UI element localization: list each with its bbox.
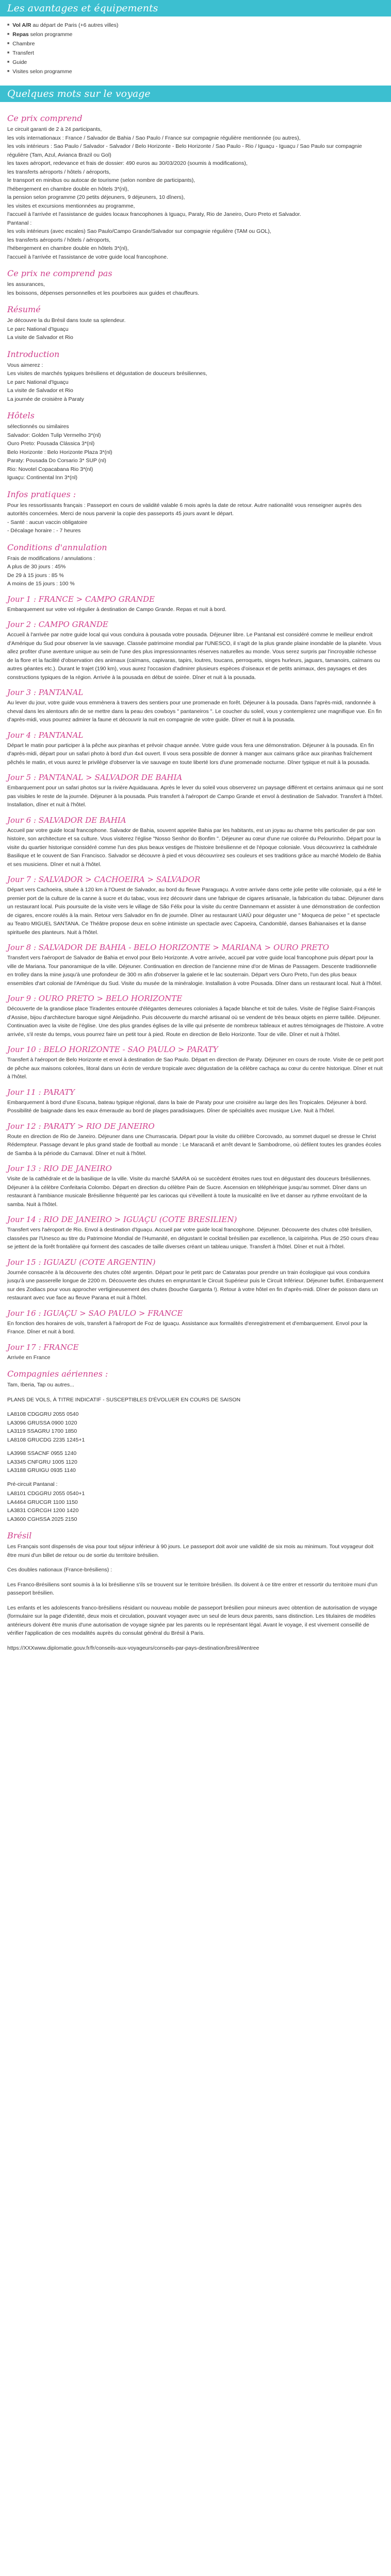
day-heading: Jour 2 : CAMPO GRANDE: [7, 620, 108, 629]
day-heading: Jour 13 : RIO DE JANEIRO: [7, 1164, 112, 1173]
day-heading: Jour 9 : OURO PRETO > BELO HORIZONTE: [7, 994, 183, 1003]
section-line: La journée de croisière à Paraty: [7, 396, 84, 402]
flight-line: LA3998 SSACNF 0955 1240: [7, 1450, 77, 1456]
advantages-band: Les avantages et équipements: [0, 0, 391, 16]
section-line: l'accueil à l'arrivée et l'assistance de guides locaux francophones à Iguaçu, Paraty, Rio de Janeiro, Ouro Preto et Salvador.: [7, 211, 301, 217]
flight-plan-title: PLANS DE VOLS, À TITRE INDICATIF - SUSCEPTIBLES D'ÉVOLUER EN COURS DE SAISON: [7, 1396, 241, 1403]
section-body: [7, 422, 384, 482]
section-heading: Introduction: [7, 349, 60, 359]
day-heading: Jour 12 : PARATY > RIO DE JANEIRO: [7, 1121, 155, 1131]
advantage-item-text: Transfert: [12, 50, 34, 56]
day-description: Départ le matin pour participer à la pêche aux piranhas et prévoir chaque année. Votre guide vous fera une démonstration. Déjeuner à la pousada. En fin d'après-midi, départ pour un safari photo à bord d'un 4x4 ouvert. Il vous sera possible de donner à manger aux caïmans grâce aux piranhas fraîchement pêchés le matin, et vous aurez le privilège d'observer la vie sauvage en toute liberté lors d'une promenade nocturne. Dîner typique et nuit à la pousada.: [7, 742, 374, 766]
flight-line: LA3119 SSAGRU 1700 1850: [7, 1428, 77, 1434]
section-line: Le circuit garanti de 2 à 24 participants,: [7, 126, 102, 132]
section-body: [7, 554, 384, 588]
section-line: les vols internationaux : France / Salvador de Bahia / Sao Paulo / France sur compagnie régulière mentionnée (ou autres),: [7, 134, 301, 141]
flight-list-1: [7, 1410, 384, 1444]
section-line: Le parc National d'Iguaçu: [7, 379, 69, 385]
section-line: les visites et excursions mentionnées au programme,: [7, 202, 135, 209]
section-heading: Conditions d'annulation: [7, 542, 107, 552]
advantage-item: [7, 58, 391, 67]
section-heading: Ce prix ne comprend pas: [7, 268, 112, 278]
section-body: [7, 501, 384, 535]
advantage-item: [7, 48, 391, 58]
advantage-item: [7, 67, 391, 76]
advantage-item-text: Guide: [12, 59, 27, 65]
section-line: Rio: Novotel Copacabana Rio 3*(nl): [7, 466, 93, 472]
day-description: Transfert à l'aéroport de Belo Horizonte et envol à destination de Sao Paulo. Départ en direction de Paraty. Déjeuner en cours de route. Visite de ce petit port de pêche aux maisons colorées, litoral dans un écrin de verdure tropicale avec dégustation de la célèbre cachaça au cœur du centre historique. Dîner et nuit à l'hôtel.: [7, 1057, 384, 1080]
section-line: A moins de 15 jours : 100 %: [7, 581, 75, 587]
day-description: Accueil par votre guide local francophone. Salvador de Bahia, souvent appelée Bahia par les habitants, est un joyau au charme très particulier de par son histoire, son architecture et sa culture. Vous visiterez l'église "Nosso Senhor do Bonfim ". Déjeuner au cœur d'une rue colorée du Pelourinho. Départ pour la visite du quartier historique considéré comme l'un des plus beaux vestiges de l'histoire brésilienne et de l'époque coloniale. Vous découvrirez la cathédrale Basilique et le couvent de San Francisco. Salvador se découvre à pied et vous découvrirez ses couleurs et ses traditions grâce au marché Modelo de Bahia et ses musiciens. Dîner et nuit à l'hôtel.: [7, 827, 381, 868]
flight-line: LA3188 GRUIGU 0935 1140: [7, 1467, 76, 1473]
section-line: Le parc National d'Iguaçu: [7, 326, 69, 332]
day-heading: Jour 16 : IGUAÇU > SAO PAULO > FRANCE: [7, 1308, 183, 1318]
day-heading: Jour 7 : SALVADOR > CACHOEIRA > SALVADOR: [7, 875, 201, 884]
bresil-double-nationality-text: Les Franco-Brésiliens sont soumis à la loi brésilienne s'ils se trouvent sur le territoire brésilien. Ils doivent à ce titre entrer et ressortir du territoire muni d'un passeport brésilien.: [7, 1581, 378, 1596]
day-heading: Jour 15 : IGUAZU (COTE ARGENTIN): [7, 1257, 156, 1267]
flight-line: LA3345 CNFGRU 1005 1120: [7, 1459, 77, 1465]
bresil-section: [7, 1531, 384, 1652]
pre-circuit-title: Pré-circuit Pantanal :: [7, 1481, 58, 1487]
bresil-double-nationality-title: Ces doubles nationaux (France-brésiliens) :: [7, 1567, 112, 1573]
section-line: Ouro Preto: Pousada Clássica 3*(nl): [7, 440, 95, 447]
section-line: - Décalage horaire : - 7 heures: [7, 528, 81, 534]
advantage-item-text: Visites selon programme: [12, 69, 72, 75]
advantage-item-text: Chambre: [12, 41, 35, 47]
section-line: sélectionnés ou similaires: [7, 423, 69, 430]
flight-line: LA8108 CDGGRU 2055 0540: [7, 1411, 79, 1417]
section-body: [7, 361, 384, 404]
section-line: Salvador: Golden Tulip Vermelho 3*(nl): [7, 432, 101, 438]
day-description: Journée consacrée à la découverte des chutes côté argentin. Départ pour le petit parc de Cataratas pour prendre un train écologique qui vous conduira jusqu'à une passerelle longue de 2200 m. Découverte des chutes en empruntant le Circuit Supérieur puis le Circuit Inférieur. Déjeuner buffet. Embarquement sur des Zodiacs pour vous approcher vertigineusement des chutes (bouche Garganta !). Retour à votre hôtel en fin d'après-midi. Dîner de poisson dans un restaurant avec vue face au fleuve Parana et nuit à l'hôtel.: [7, 1269, 384, 1301]
section-line: les vols intérieurs (avec escales) Sao Paulo/Campo Grande/Salvador sur compagnie régulière (TAM ou GOL),: [7, 228, 271, 234]
section-body: [7, 280, 384, 297]
day-heading: Jour 8 : SALVADOR DE BAHIA - BELO HORIZONTE > MARIANA > OURO PRETO: [7, 943, 329, 952]
flight-line: LA3831 CGRCGH 1200 1420: [7, 1507, 79, 1514]
day-description: En fonction des horaires de vols, transfert à l'aéroport de Foz de Iguaçu. Assistance aux formalités d'enregistrement et d'embarquement. Envol pour la France. Dîner et nuit à bord.: [7, 1320, 368, 1335]
section-line: Iguaçu: Continental Inn 3*(nl): [7, 474, 78, 481]
section-line: De 29 à 15 jours : 85 %: [7, 572, 64, 579]
flight-list-2: [7, 1449, 384, 1475]
day-heading: Jour 4 : PANTANAL: [7, 730, 84, 740]
advantage-item-bold: Vol A/R: [12, 22, 31, 28]
day-description: Accueil à l'arrivée par notre guide local qui vous conduira à pousada votre pousada. Déjeuner libre. Le Pantanal est considéré comme le meilleur endroit d'Amérique du Sud pour observer la vie sauvage. Classée patrimoine mondial par l'UNESCO, il s'agit de la plus grande plaine inondable de la planète. Vous allez profiter d'une aventure unique au sein de l'une des plus impressionnantes réserves naturelles au monde. Vous serez surpris par l'incroyable richesse de la flore et la facilité d'observation des animaux (caïmans, capivaras, tapirs, loutres, toucans, perroquets, singes hurleurs, jaguars, tamanoirs, caïmans ou autres géantes etc.). Durant le trajet (190 km), vous aurez l'occasion d'admirer plusieurs espèces d'oiseaux et de petits animaux, des paysages et des constructions typiques de la région. Arrivée à la pousada en début de soirée. Dîner et nuit à la pousada.: [7, 632, 382, 681]
section-line: la pension selon programme (20 petits déjeuners, 9 déjeuners, 10 dîners),: [7, 194, 185, 200]
companies-text: Tam, Iberia, Tap ou autres...: [7, 1382, 74, 1388]
section-line: Je découvre la du Brésil dans toute sa splendeur.: [7, 317, 126, 324]
section-line: Vous aimerez :: [7, 362, 43, 368]
day-description: Embarquement sur votre vol régulier à destination de Campo Grande. Repas et nuit à bord.: [7, 606, 226, 613]
section-line: l'accueil à l'arrivée et l'assistance de votre guide local francophone.: [7, 253, 168, 260]
day-description: Embarquement à bord d'une Escuna, bateau typique régional, dans la baie de Paraty pour une croisière au large des îles Tropicales. Déjeuner à bord. Possibilité de baignade dans les eaux émeraude au bord de plages paradisiaques. Dîner de spécialités avec musique Live. Nuit à l'hôtel.: [7, 1099, 367, 1114]
day-description: Découverte de la grandiose place Tiradentes entourée d'élégantes demeures coloniales à façade blanche et toit de tuiles. Visite de l'église Saint-François d'Assise, bijou d'architecture baroque signé Aleijadinho. Puis découverte du marché artisanal où se vendent de très beaux objets en pierre taillée. Déjeuner. Continuation avec la visite de l'église. Une des plus grandes églises de la ville qui présente de nombreux tableaux et autres témoignages de l'histoire. A votre arrivée, s'il reste du temps, vous pourrez faire un petit tour à pied. Route en direction de Belo Horizonte. Tour de ville. Dîner et nuit à l'hôtel.: [7, 1006, 384, 1038]
day-heading: Jour 17 : FRANCE: [7, 1342, 79, 1352]
day-description: Visite de la cathédrale et de la basilique de la ville. Visite du marché SAARA où se succèdent étroites rues tout en dégustant des douceurs brésiliennes. Déjeuner à la célèbre Confeitaria Colombo. Départ en direction du célèbre Pain de Sucre. Ascension en téléphérique jusqu'au sommet. Dîner dans un restaurant à l'ambiance musicale Brésilienne fréquenté par les cariocas qui s'éveillent à toute la musicalité en live et danser au rythme envoûtant de la samba. Nuit à l'hôtel.: [7, 1176, 371, 1208]
section-line: Belo Horizonte : Belo Horizonte Plaza 3*(nl): [7, 449, 112, 455]
section-line: les taxes aéroport, redevance et frais de dossier: 490 euros au 30/03/2020 (soumis à modifications),: [7, 160, 248, 166]
day-description: Route en direction de Rio de Janeiro. Déjeuner dans une Churrascaria. Départ pour la visite du célèbre Corcovado, au sommet duquel se dresse le Christ Rédempteur. Passage devant le plus grand stade de football au monde : Le Maracanã et arrêt devant le Sambodrome, où défilent toutes les grandes écoles de Samba à la période du Carnaval. Dîner et nuit à l'hôtel.: [7, 1133, 381, 1157]
advantage-item: [7, 30, 391, 39]
advantages-list: [7, 21, 391, 76]
section-heading: Ce prix comprend: [7, 113, 83, 123]
section-line: les assurances,: [7, 281, 45, 287]
day-heading: Jour 14 : RIO DE JANEIRO > IGUAÇU (COTE BRESILIEN): [7, 1215, 237, 1224]
advantage-item-bold: Repas: [12, 31, 29, 38]
trip-info: [0, 102, 391, 1658]
day-heading: Jour 1 : FRANCE > CAMPO GRANDE: [7, 594, 155, 604]
section-heading: Hôtels: [7, 411, 35, 420]
bresil-minors-text: Les enfants et les adolescents franco-brésiliens résidant ou nouveau mobile de passeport brésilien pour mineurs avec obtention de autorisation de voyage (formulaire sur la page d'identité, deux mois et circulation, pouvant voyager avec un seul de leurs deux parents, sans distinction. Les titulaires de modèles antérieurs doivent être munis d'une autorisation de voyage signée par les parents ou le représentant légal. Avant le voyage, il est vivement conseillé de vérifier l'application de ces modalités auprès du consulat général du Brésil à Paris.: [7, 1604, 378, 1636]
itinerary-days: [7, 595, 384, 1362]
section-line: l'hébergement en chambre double en hôtels 3*(nl),: [7, 185, 129, 192]
bresil-heading: Brésil: [7, 1531, 32, 1540]
info-sections: [7, 113, 384, 588]
section-line: Pour les ressortissants français : Passeport en cours de validité valable 6 mois après la date de retour. Autre nationalité vous renseigner auprès des autorités concernées. Merci de nous parvenir la copie des passeports 45 jours avant le départ.: [7, 502, 362, 517]
day-description: Transfert vers l'aéroport de Rio. Envol à destination d'Iguaçu. Accueil par votre guide local francophone. Déjeuner. Découverte des chutes côté brésilien, classées par l'Unesco au titre du Patrimoine Mondial de l'Humanité, en dégustant le cocktail brésilien par excellence, la caïpirinha. Plus de 250 cours d'eau se jettent de la forêt frontalière qui forment des cascades de taille diverses créant un tableau unique. Transfert à l'hôtel. Dîner et nuit à l'hôtel.: [7, 1227, 379, 1250]
advantage-item-text: selon programme: [28, 31, 73, 38]
section-line: les boissons, dépenses personnelles et les pourboires aux guides et chauffeurs.: [7, 290, 200, 296]
section-line: - Santé : aucun vaccin obligatoire: [7, 519, 88, 526]
day-description: Transfert vers l'aéroport de Salvador de Bahia et envol pour Belo Horizonte. A votre arrivée, accueil par votre guide local francophone puis départ pour la ville de Mariana. Tour panoramique de la ville. Déjeuner. Continuation en direction de l'ancienne mine d'or de Minas de Passagem. Descente traditionnelle en trolley dans la mine jusqu'à une profondeur de 300 m afin d'observer la galerie et le lac souterrain. Départ vers Ouro Preto, l'un des plus beaux ensembles d'art colonial de l'Amérique du Sud. Visite du musée de la minéralogie. Installation à votre Pousada. Dîner dans un restaurant local. Nuit à l'hôtel.: [7, 955, 382, 987]
day-description: Au lever du jour, votre guide vous emmènera à travers des sentiers pour une promenade en forêt. Déjeuner à la pousada. Dans l'après-midi, randonnée à cheval dans les alentours afin de se mettre dans la peau des cowboys " pantaneiros ". Le coucher du soleil, vous y contemplerez une magnifique vue. En fin d'après-midi, vous pourrez admirer la faune et découvrir la nuit en compagnie de votre guide. Dîner et nuit à la pousada.: [7, 700, 382, 723]
flight-line: LA8101 CDGGRU 2055 0540+1: [7, 1490, 85, 1497]
bresil-visa-text: Les Français sont dispensés de visa pour tout séjour inférieur à 90 jours. Le passeport doit avoir une validité de six mois au minimum. Tout voyageur doit être muni d'un billet de retour ou de sortie du territoire brésilien.: [7, 1544, 374, 1558]
day-heading: Jour 3 : PANTANAL: [7, 688, 84, 697]
advantage-item: [7, 39, 391, 48]
companies-heading: Compagnies aériennes :: [7, 1369, 108, 1379]
section-line: Paraty: Pousada Do Corsario 3* SUP (nl): [7, 457, 106, 464]
day-heading: Jour 6 : SALVADOR DE BAHIA: [7, 815, 126, 825]
section-line: Pantanal :: [7, 219, 32, 226]
advantage-item: [7, 21, 391, 30]
flight-list-3: [7, 1489, 384, 1523]
section-heading: Infos pratiques :: [7, 489, 76, 499]
section-line: les transferts aéroports / hôtels / aéroports,: [7, 168, 111, 175]
section-line: Les visites de marchés typiques brésiliens et dégustation de douceurs brésiliennes,: [7, 370, 207, 377]
section-line: A plus de 30 jours : 45%: [7, 564, 66, 570]
flight-line: LA3096 GRUSSA 0900 1020: [7, 1419, 77, 1426]
info-band: Quelques mots sur le voyage: [0, 86, 391, 102]
section-heading: Résumé: [7, 304, 41, 314]
section-body: [7, 125, 384, 261]
companies-section: [7, 1369, 384, 1523]
flight-line: LA4464 GRUCGR 1100 1150: [7, 1499, 78, 1505]
day-description: Arrivée en France: [7, 1354, 51, 1361]
section-line: les transferts aéroports / hôtels / aéroports,: [7, 236, 111, 243]
section-line: l'hébergement en chambre double en hôtels 3*(nl),: [7, 245, 129, 251]
flight-line: LA3600 CGHSSA 2025 2150: [7, 1516, 77, 1522]
section-line: les vols intérieurs : Sao Paulo / Salvador - Salvador / Belo Horizonte - Belo Horizonte / Sao Paulo - Rio / Iguaçu - Iguaçu / Sao Paulo sur compagnie régulière (Tam, Azul, Avianca Brazil ou Gol): [7, 143, 362, 158]
section-line: le transport en minibus ou autocar de tourisme (selon nombre de participants),: [7, 177, 196, 183]
section-body: [7, 316, 384, 342]
day-description: Embarquement pour un safari photos sur la rivière Aquidauana. Après le lever du soleil vous observerez un paysage différent et certains animaux qui ne sont pas visibles le reste de la journée. Déjeuner à la pousada. Puis transfert à l'aéroport de Campo Grande et envol à destination de Salvador. Transfert à l'hôtel. Installation, dîner et nuit à l'hôtel.: [7, 785, 383, 808]
section-line: Frais de modifications / annulations :: [7, 555, 95, 562]
bresil-url[interactable]: https://XXXwww.diplomatie.gouv.fr/fr/conseils-aux-voyageurs/conseils-par-pays-destination/bresil/#entree: [7, 1645, 259, 1651]
day-heading: Jour 10 : BELO HORIZONTE - SAO PAULO > PARATY: [7, 1045, 218, 1054]
section-line: La visite de Salvador et Rio: [7, 334, 73, 341]
day-heading: Jour 5 : PANTANAL > SALVADOR DE BAHIA: [7, 773, 183, 782]
flight-line: LA8108 GRUCDG 2235 1245+1: [7, 1436, 85, 1443]
advantage-item-text: au départ de Paris (+6 autres villes): [31, 22, 119, 28]
section-line: La visite de Salvador et Rio: [7, 387, 73, 394]
day-heading: Jour 11 : PARATY: [7, 1087, 75, 1097]
day-description: Départ vers Cachoeira, située à 120 km à l'Ouest de Salvador, au bord du fleuve Paraguaçu. A votre arrivée dans cette jolie petite ville coloniale, qui a été le premier port de la culture de la canne à sucre et du tabac, vous irez découvrir dans une fabrique de cigares artisanale, la fabrication du tabac. Déjeuner dans un restaurant local. Puis poursuite de la visite vers le village de São Félix pour la visite du centre Dannemann et assister à une démonstration de confection de cigares, encore roulés à la main. Retour vers Salvador en fin de journée. Dîner au restaurant UAIÚ pour déguster une " Moqueca de peixe " et spectacle au Teatro MIGUEL SANTANA. Ce Théâtre propose deux en scène intimiste un spectacle avec Capoeira, Candomblé, danses Bahianaises et la danse spirituelle des planteurs. Nuit à l'hôtel.: [7, 887, 384, 936]
